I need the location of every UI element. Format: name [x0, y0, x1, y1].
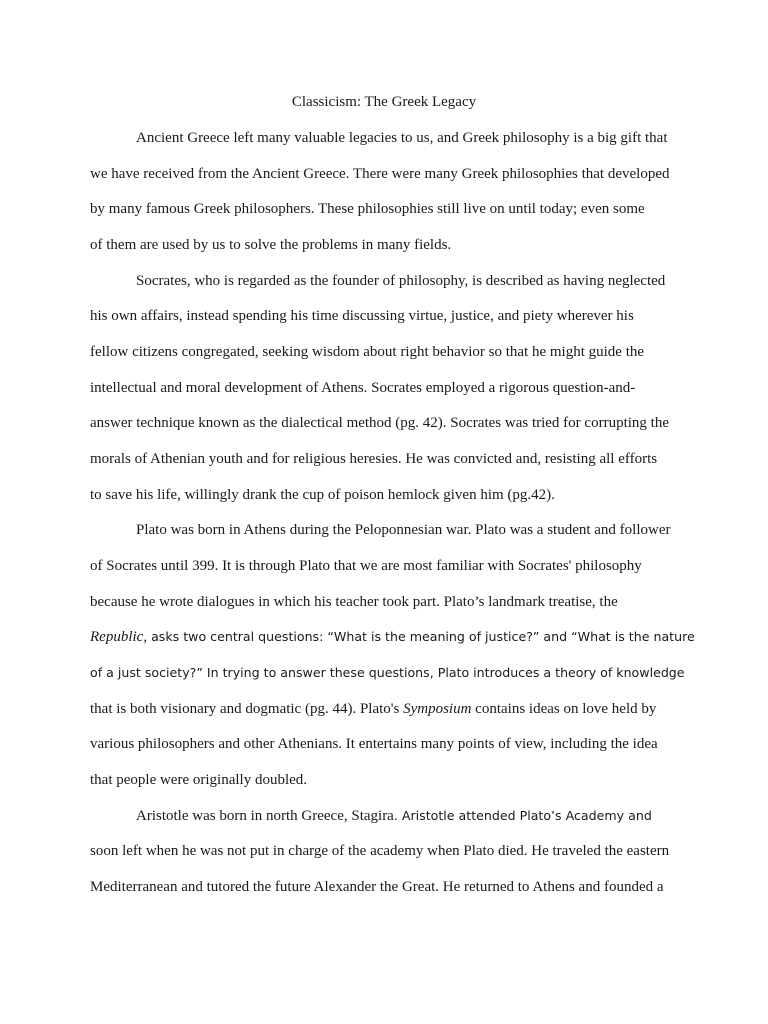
paragraph-line: we have received from the Ancient Greece. There were many Greek philosophies that developed [90, 166, 670, 182]
paragraph-line [136, 806, 652, 826]
paragraph-line: to save his life, willingly drank the cup of poison hemlock given him (pg.42). [90, 487, 555, 503]
paragraph-line: Mediterranean and tutored the future Alexander the Great. He returned to Athens and founded a [90, 879, 664, 895]
paragraph-line: that people were originally doubled. [90, 772, 308, 788]
paragraph-line: of them are used by us to solve the problems in many fields. [90, 237, 452, 253]
paragraph-line: his own affairs, instead spending his time discussing virtue, justice, and piety wherever his [90, 308, 634, 324]
paragraph-line: of a just society?” In trying to answer these questions, Plato introduces a theory of knowledge [90, 665, 685, 680]
document-title: Classicism: The Greek Legacy [291, 94, 477, 110]
book-title-symposium: Symposium [403, 701, 472, 717]
paragraph-line: Plato was born in Athens during the Peloponnesian war. Plato was a student and follower [136, 522, 671, 538]
paragraph-line: Ancient Greece left many valuable legacies to us, and Greek philosophy is a big gift that [136, 130, 668, 146]
paragraph-line-segment: that is both visionary and dogmatic (pg. 44). Plato's [90, 701, 404, 717]
paragraph-line: various philosophers and other Athenians. It entertains many points of view, including the idea [90, 736, 658, 752]
paragraph-line: of Socrates until 399. It is through Plato that we are most familiar with Socrates' philosophy [90, 558, 642, 574]
paragraph-line [90, 627, 695, 647]
paragraph-line: answer technique known as the dialectical method (pg. 42). Socrates was tried for corrupting the [90, 415, 669, 431]
paragraph-line [90, 699, 656, 719]
paragraph-line-segment: . Aristotle attended Plato’s Academy and [393, 808, 652, 823]
paragraph-line: intellectual and moral development of Athens. Socrates employed a rigorous question-and- [90, 380, 636, 396]
paragraph-line: by many famous Greek philosophers. These philosophies still live on until today; even some [90, 201, 645, 217]
paragraph-line-segment: Aristotle was born in north Greece, Stagira [136, 808, 394, 824]
paragraph-line-segment: asks two central questions: “What is the meaning of justice?” and “What is the nature [147, 629, 695, 644]
paragraph-line-segment: contains ideas on love held by [471, 701, 657, 717]
paragraph-line: because he wrote dialogues in which his teacher took part. Plato’s landmark treatise, the [90, 594, 618, 610]
paragraph-line: fellow citizens congregated, seeking wisdom about right behavior so that he might guide the [90, 344, 645, 360]
paragraph-line: morals of Athenian youth and for religious heresies. He was convicted and, resisting all efforts [90, 451, 658, 467]
paragraph-line: soon left when he was not put in charge of the academy when Plato died. He traveled the eastern [90, 843, 670, 859]
paragraph-line: Socrates, who is regarded as the founder of philosophy, is described as having neglected [136, 273, 666, 289]
book-title-republic: Republic, [90, 629, 148, 645]
